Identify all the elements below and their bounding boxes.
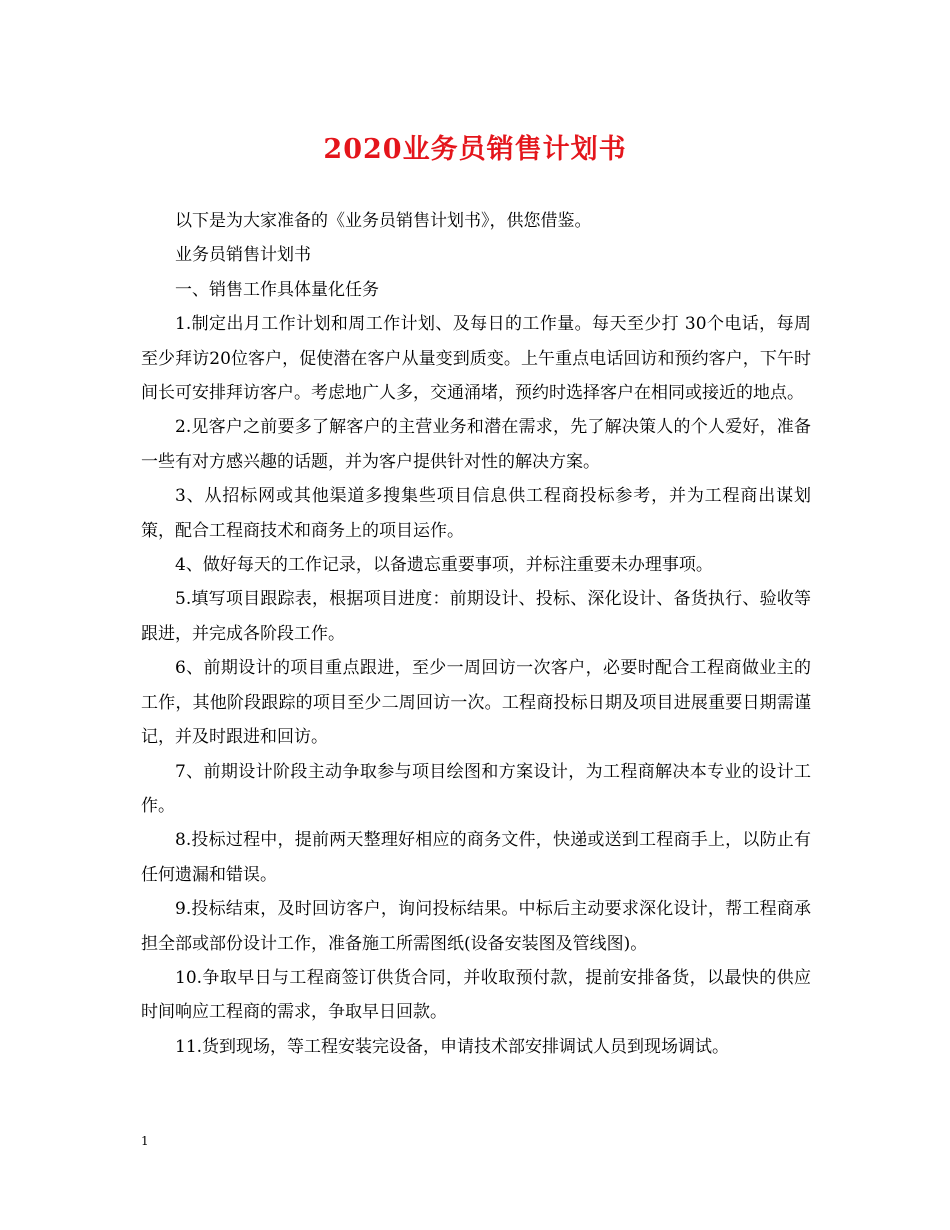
document-title: 2020业务员销售计划书 <box>323 134 627 165</box>
list-item: 6、前期设计的项目重点跟进，至少一周回访一次客户，必要时配合工程商做业主的工作，其他阶段跟踪的项目至少二周回访一次。工程商投标日期及项目进展重要日期需谨记，并及时跟进和回访。 <box>141 658 811 748</box>
list-item: 11.货到现场，等工程安装完设备，申请技术部安排调试人员到现场调试。 <box>175 1036 730 1057</box>
intro-paragraph: 以下是为大家准备的《业务员销售计划书》，供您借鉴。 <box>175 211 592 231</box>
list-item: 1.制定出月工作计划和周工作计划、及每日的工作量。每天至少打 30个电话，每周至少拜访20位客户，促使潜在客户从量变到质变。上午重点电话回访和预约客户，下午时间长可安排拜访客户。考虑地广人多，交通涌堵，预约时选择客户在相同或接近的地点。 <box>141 314 811 404</box>
subtitle-paragraph: 业务员销售计划书 <box>175 245 311 266</box>
page-number: 1 <box>141 1134 149 1148</box>
list-item: 5.填写项目跟踪表，根据项目进度：前期设计、投标、深化设计、备货执行、验收等跟进，并完成各阶段工作。 <box>141 589 811 644</box>
list-item: 4、做好每天的工作记录，以备遗忘重要事项，并标注重要未办理事项。 <box>175 555 713 576</box>
section-heading: 一、销售工作具体量化任务 <box>175 279 379 300</box>
list-item: 10.争取早日与工程商签订供货合同，并收取预付款，提前安排备货，以最快的供应时间响应工程商的需求，争取早日回款。 <box>141 967 811 1023</box>
list-item: 2.见客户之前要多了解客户的主营业务和潜在需求，先了解决策人的个人爱好，准备一些有对方感兴趣的话题，并为客户提供针对性的解决方案。 <box>141 417 811 472</box>
list-item: 9.投标结束，及时回访客户，询问投标结果。中标后主动要求深化设计，帮工程商承担全部或部份设计工作，准备施工所需图纸(设备安装图及管线图)。 <box>141 899 811 954</box>
list-item: 8.投标过程中，提前两天整理好相应的商务文件，快递或送到工程商手上，以防止有任何遗漏和错误。 <box>141 830 811 885</box>
document-body <box>141 204 811 1064</box>
list-item: 3、从招标网或其他渠道多搜集些项目信息供工程商投标参考，并为工程商出谋划策，配合工程商技术和商务上的项目运作。 <box>141 486 811 541</box>
list-item: 7、前期设计阶段主动争取参与项目绘图和方案设计，为工程商解决本专业的设计工作。 <box>141 761 811 816</box>
